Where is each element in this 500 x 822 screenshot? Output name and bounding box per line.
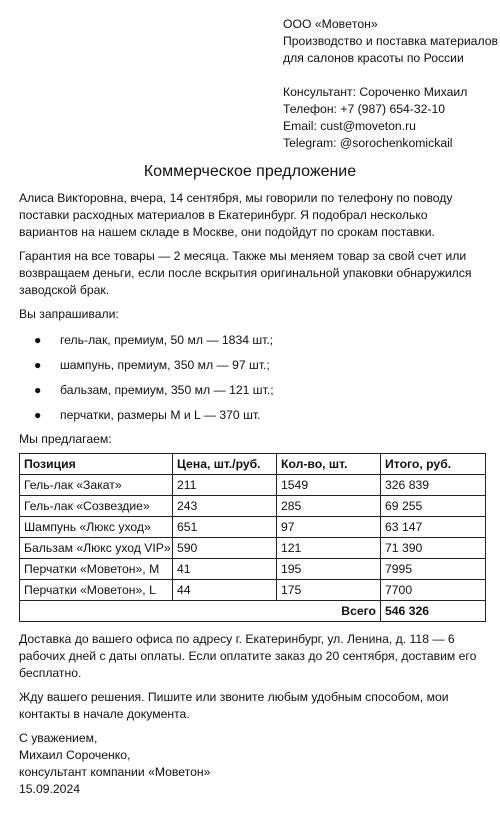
delivery-paragraph: Доставка до вашего офиса по адресу г. Екатеринбург, ул. Ленина, д. 118 — 6 рабочих дней с даты оплаты. Если оплатите заказ до 20 сентября, доставим его бесплатно. bbox=[19, 632, 477, 680]
table-cell: 7700 bbox=[381, 580, 486, 601]
column-header: Позиция bbox=[20, 454, 173, 475]
table-row bbox=[20, 538, 486, 559]
table-cell: 651 bbox=[173, 517, 277, 538]
table-cell: 44 bbox=[173, 580, 277, 601]
table-cell: 195 bbox=[277, 559, 381, 580]
sender-consultant: Консультант: Сороченко Михаил bbox=[283, 85, 468, 99]
table-cell: 69 255 bbox=[381, 496, 486, 517]
requested-heading: Вы запрашивали: bbox=[19, 307, 119, 321]
table-cell: 1549 bbox=[277, 475, 381, 496]
table-cell: Бальзам «Люкс уход VIP» bbox=[20, 538, 173, 559]
signature-name: Михаил Сороченко, bbox=[19, 748, 131, 762]
total-label: Всего bbox=[20, 601, 381, 622]
total-value: 546 326 bbox=[381, 601, 486, 622]
table-row bbox=[20, 580, 486, 601]
table-cell: Перчатки «Моветон», L bbox=[20, 580, 173, 601]
table-row bbox=[20, 475, 486, 496]
table-cell: 175 bbox=[277, 580, 381, 601]
offer-heading: Мы предлагаем: bbox=[19, 432, 112, 446]
table-cell: 326 839 bbox=[381, 475, 486, 496]
table-cell: 7995 bbox=[381, 559, 486, 580]
sender-description-line-1: Производство и поставка материалов bbox=[283, 34, 498, 48]
table-cell: Гель-лак «Закат» bbox=[20, 475, 173, 496]
table-cell: 41 bbox=[173, 559, 277, 580]
table-cell: 590 bbox=[173, 538, 277, 559]
closing-paragraph: Жду вашего решения. Пишите или звоните любым удобным способом, мои контакты в начале документа. bbox=[19, 690, 449, 721]
table-cell: 97 bbox=[277, 517, 381, 538]
document-title: Коммерческое предложение bbox=[143, 163, 357, 180]
bullet-icon: ● bbox=[34, 358, 42, 372]
table-cell: Шампунь «Люкс уход» bbox=[20, 517, 173, 538]
sender-email: Email: cust@moveton.ru bbox=[283, 119, 416, 133]
table-total-row bbox=[20, 601, 486, 622]
sender-block bbox=[283, 16, 498, 152]
column-header: Кол-во, шт. bbox=[277, 454, 381, 475]
sender-company: ООО «Мовeтон» bbox=[283, 17, 378, 31]
bullet-icon: ● bbox=[34, 333, 42, 347]
table-cell: Гель-лак «Созвездие» bbox=[20, 496, 173, 517]
signature-block bbox=[19, 730, 485, 798]
column-header: Цена, шт./руб. bbox=[173, 454, 277, 475]
bullet-icon: ● bbox=[34, 383, 42, 397]
document-page: ООО «Мовeтон» Производство и поставка материалов для салонов красоты по России Консультант: Сороченко Михаил Телефон: +7 (987) 654-32-10 Email: cust@moveton.ru Telegram: @sorochenkomickail Коммерческое предложение Алиса Викторовна, вчера, 14 сентября, мы говорили по телефону по поводу поставки расходных материалов в Екатеринбург. Я подобрал несколько вариантов на нашем складе в Москве, они подойдут по срокам поставки. Гарантия на все товары — 2 месяца. Также мы меняем товар за свой счет или возвращаем деньги, если после вскрытия оригинальной упаковки обнаружился заводской брак. Вы запрашивали: ● гель-лак, премиум, 50 мл — 1834 шт.; ● шампунь, премиум, 350 мл — 97 шт.; ● бальзам, премиум, 350 мл — 121 шт.; ● перчатки, размеры M и L — 370 шт. Мы предлагаем: Позиция Цена, шт./руб. Кол-во, шт. Итого, руб. Гель-лак «Закат» 211 1549 326 839 Гель-лак «Созвездие» 243 285 69 255 Шампунь «Люкс уход» 651 97 63 147 Бальзам «Люкс уход VIP» 590 121 71 390 Перчатки «Моветон», M 41 195 7995 Перчатки «Моветон», L 44 175 7700 Всего 546 326 Доставка до вашего офиса по адресу г. Екатеринбург, ул. Ленина, д. 118 — 6 рабочих дней с даты оплаты. Если оплатите заказ до 20 сентября, доставим его бесплатно. Жду вашего решения. Пишите или звоните любым удобным способом, мои контакты в начале документа. С уважением, Михаил Сороченко, консультант компании «Моветон» 15.09.2024 bbox=[0, 0, 500, 822]
signature-position: консультант компании «Моветон» bbox=[19, 765, 211, 779]
sender-description-line-2: для салонов красоты по России bbox=[283, 51, 464, 65]
sender-phone: Телефон: +7 (987) 654-32-10 bbox=[283, 102, 446, 116]
signature-regards: С уважением, bbox=[19, 731, 98, 745]
table-cell: 243 bbox=[173, 496, 277, 517]
table-cell: 285 bbox=[277, 496, 381, 517]
table-row bbox=[20, 559, 486, 580]
signature-date: 15.09.2024 bbox=[19, 782, 80, 796]
table-row bbox=[20, 496, 486, 517]
table-cell: 121 bbox=[277, 538, 381, 559]
offer-table bbox=[19, 453, 486, 622]
sender-telegram: Telegram: @sorochenkomickail bbox=[283, 136, 453, 150]
table-cell: 211 bbox=[173, 475, 277, 496]
table-cell: 71 390 bbox=[381, 538, 486, 559]
table-row bbox=[20, 517, 486, 538]
column-header: Итого, руб. bbox=[381, 454, 486, 475]
table-cell: Перчатки «Моветон», M bbox=[20, 559, 173, 580]
table-header-row bbox=[20, 454, 486, 475]
intro-paragraph: Алиса Викторовна, вчера, 14 сентября, мы говорили по телефону по поводу поставки расходных материалов в Екатеринбург. Я подобрал несколько вариантов на нашем складе в Москве, они подойдут по срокам поставки. bbox=[19, 191, 453, 239]
table-cell: 63 147 bbox=[381, 517, 486, 538]
guarantee-paragraph: Гарантия на все товары — 2 месяца. Также мы меняем товар за свой счет или возвращаем деньги, если после вскрытия оригинальной упаковки обнаружился заводской брак. bbox=[19, 249, 472, 297]
bullet-icon: ● bbox=[34, 408, 42, 422]
